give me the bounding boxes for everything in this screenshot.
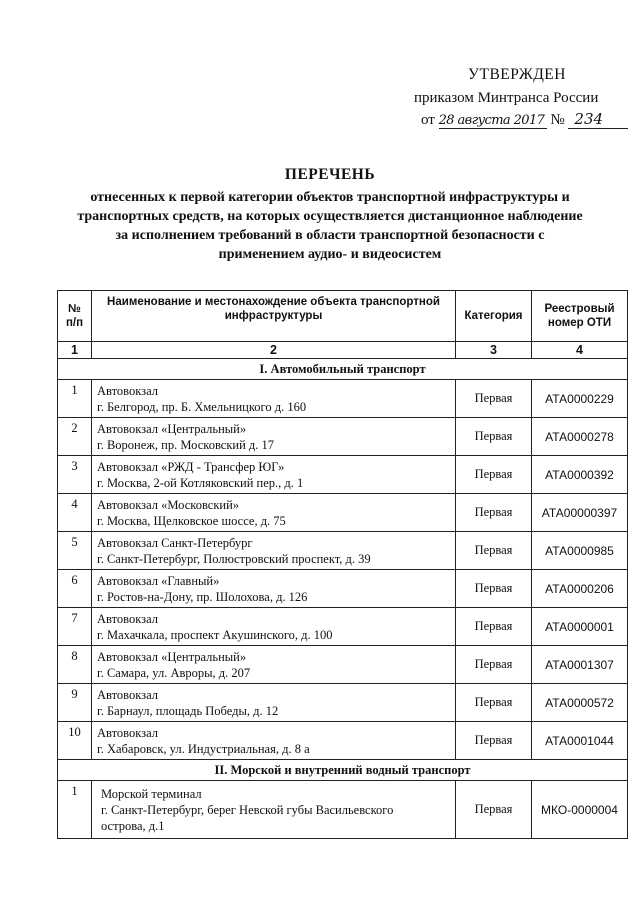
object-cell — [92, 608, 456, 646]
col-index: 1 — [58, 342, 92, 359]
table-row — [58, 456, 628, 494]
handwritten-number: 234 — [568, 110, 628, 129]
object-address: г. Белгород, пр. Б. Хмельницкого д. 160 — [97, 399, 307, 414]
row-number: 9 — [58, 684, 92, 722]
object-name: Автовокзал «Центральный» — [97, 421, 247, 436]
row-number: 1 — [58, 380, 92, 418]
category-cell: Первая — [456, 646, 532, 684]
object-cell — [92, 781, 456, 839]
object-address: г. Хабаровск, ул. Индустриальная, д. 8 а — [97, 741, 310, 756]
row-number: 6 — [58, 570, 92, 608]
object-name: Автовокзал «РЖД - Трансфер ЮГ» — [97, 459, 285, 474]
registry-number-cell: АТА0000206 — [532, 570, 628, 608]
registry-number-cell: АТА0001307 — [532, 646, 628, 684]
registry-number-cell: АТА0000229 — [532, 380, 628, 418]
header-name: Наименование и местонахождение объекта транспортной инфраструктуры — [92, 291, 456, 342]
registry-number-cell: АТА0000001 — [532, 608, 628, 646]
approved-order-line: приказом Минтранса России — [414, 90, 599, 106]
row-number: 2 — [58, 418, 92, 456]
header-registry: Реестровый номер ОТИ — [532, 291, 628, 342]
registry-number-cell: АТА0000392 — [532, 456, 628, 494]
category-cell: Первая — [456, 494, 532, 532]
object-name: Автовокзал — [97, 611, 158, 626]
object-address: г. Махачкала, проспект Акушинского, д. 100 — [97, 627, 333, 642]
object-address: г. Санкт-Петербург, Полюстровский проспект, д. 39 — [97, 551, 371, 566]
registry-number-cell: АТА0000572 — [532, 684, 628, 722]
approved-title: УТВЕРЖДЕН — [468, 66, 566, 83]
registry-number-cell: АТА0000278 — [532, 418, 628, 456]
col-index: 3 — [456, 342, 532, 359]
registry-number-cell: АТА00000397 — [532, 494, 628, 532]
table-row — [58, 418, 628, 456]
category-cell: Первая — [456, 532, 532, 570]
row-number: 8 — [58, 646, 92, 684]
approval-stamp — [0, 0, 640, 130]
object-address: г. Воронеж, пр. Московский д. 17 — [97, 437, 275, 452]
category-cell: Первая — [456, 684, 532, 722]
object-cell — [92, 684, 456, 722]
section-row — [58, 760, 628, 781]
section-title: I. Автомобильный транспорт — [58, 359, 628, 380]
object-name: Автовокзал — [97, 725, 158, 740]
heading-line-1: отнесенных к первой категории объектов транспортной инфраструктуры и — [90, 190, 570, 205]
object-cell — [92, 646, 456, 684]
object-cell — [92, 418, 456, 456]
document-heading — [40, 166, 620, 264]
object-address: г. Санкт-Петербург, берег Невской губы Васильевского — [101, 802, 394, 817]
section-row — [58, 359, 628, 380]
row-number: 10 — [58, 722, 92, 760]
object-address: г. Москва, 2-ой Котляковский пер., д. 1 — [97, 475, 304, 490]
header-category: Категория — [456, 291, 532, 342]
object-name: Автовокзал «Московский» — [97, 497, 240, 512]
category-cell: Первая — [456, 781, 532, 839]
category-cell: Первая — [456, 456, 532, 494]
category-cell: Первая — [456, 380, 532, 418]
object-name: Автовокзал «Главный» — [97, 573, 220, 588]
object-address: г. Барнаул, площадь Победы, д. 12 — [97, 703, 279, 718]
col-index: 4 — [532, 342, 628, 359]
section-title: II. Морской и внутренний водный транспорт — [58, 760, 628, 781]
table-row — [58, 494, 628, 532]
table-row — [58, 646, 628, 684]
objects-table — [57, 290, 628, 839]
registry-number-cell: МКО-0000004 — [532, 781, 628, 839]
table-row — [58, 722, 628, 760]
object-address: г. Ростов-на-Дону, пр. Шолохова, д. 126 — [97, 589, 308, 604]
category-cell: Первая — [456, 418, 532, 456]
row-number: 3 — [58, 456, 92, 494]
object-address: г. Москва, Щелковское шоссе, д. 75 — [97, 513, 286, 528]
table-row — [58, 781, 628, 839]
category-cell: Первая — [456, 722, 532, 760]
object-address-cont: острова, д.1 — [101, 818, 165, 833]
object-name: Автовокзал Санкт-Петербург — [97, 535, 253, 550]
registry-number-cell: АТА0001044 — [532, 722, 628, 760]
object-address: г. Самара, ул. Авроры, д. 207 — [97, 665, 251, 680]
registry-number-cell: АТА0000985 — [532, 532, 628, 570]
category-cell: Первая — [456, 608, 532, 646]
col-index: 2 — [92, 342, 456, 359]
handwritten-date: 28 августа 2017 — [439, 113, 547, 129]
approved-date-line — [421, 110, 628, 129]
document-title: ПЕРЕЧЕНЬ — [284, 166, 376, 183]
column-index-row — [58, 342, 628, 359]
heading-line-4: применением аудио- и видеосистем — [218, 247, 442, 262]
object-name: Автовокзал «Центральный» — [97, 649, 247, 664]
row-number: 5 — [58, 532, 92, 570]
object-cell — [92, 380, 456, 418]
row-number: 7 — [58, 608, 92, 646]
table-header-row — [58, 291, 628, 342]
object-cell — [92, 722, 456, 760]
row-number: 4 — [58, 494, 92, 532]
number-label: № — [550, 112, 565, 128]
object-name: Морской терминал — [101, 786, 202, 801]
heading-line-3: за исполнением требований в области транспортной безопасности с — [115, 228, 545, 243]
object-name: Автовокзал — [97, 383, 158, 398]
object-name: Автовокзал — [97, 687, 158, 702]
table-row — [58, 380, 628, 418]
heading-line-2: транспортных средств, на которых осуществляется дистанционное наблюдение — [77, 209, 583, 224]
table-row — [58, 608, 628, 646]
row-number: 1 — [58, 781, 92, 839]
header-number: № п/п — [58, 291, 92, 342]
table-row — [58, 684, 628, 722]
category-cell: Первая — [456, 570, 532, 608]
table-row — [58, 532, 628, 570]
from-label: от — [421, 112, 435, 128]
object-cell — [92, 494, 456, 532]
object-cell — [92, 570, 456, 608]
object-cell — [92, 456, 456, 494]
table-row — [58, 570, 628, 608]
object-cell — [92, 532, 456, 570]
